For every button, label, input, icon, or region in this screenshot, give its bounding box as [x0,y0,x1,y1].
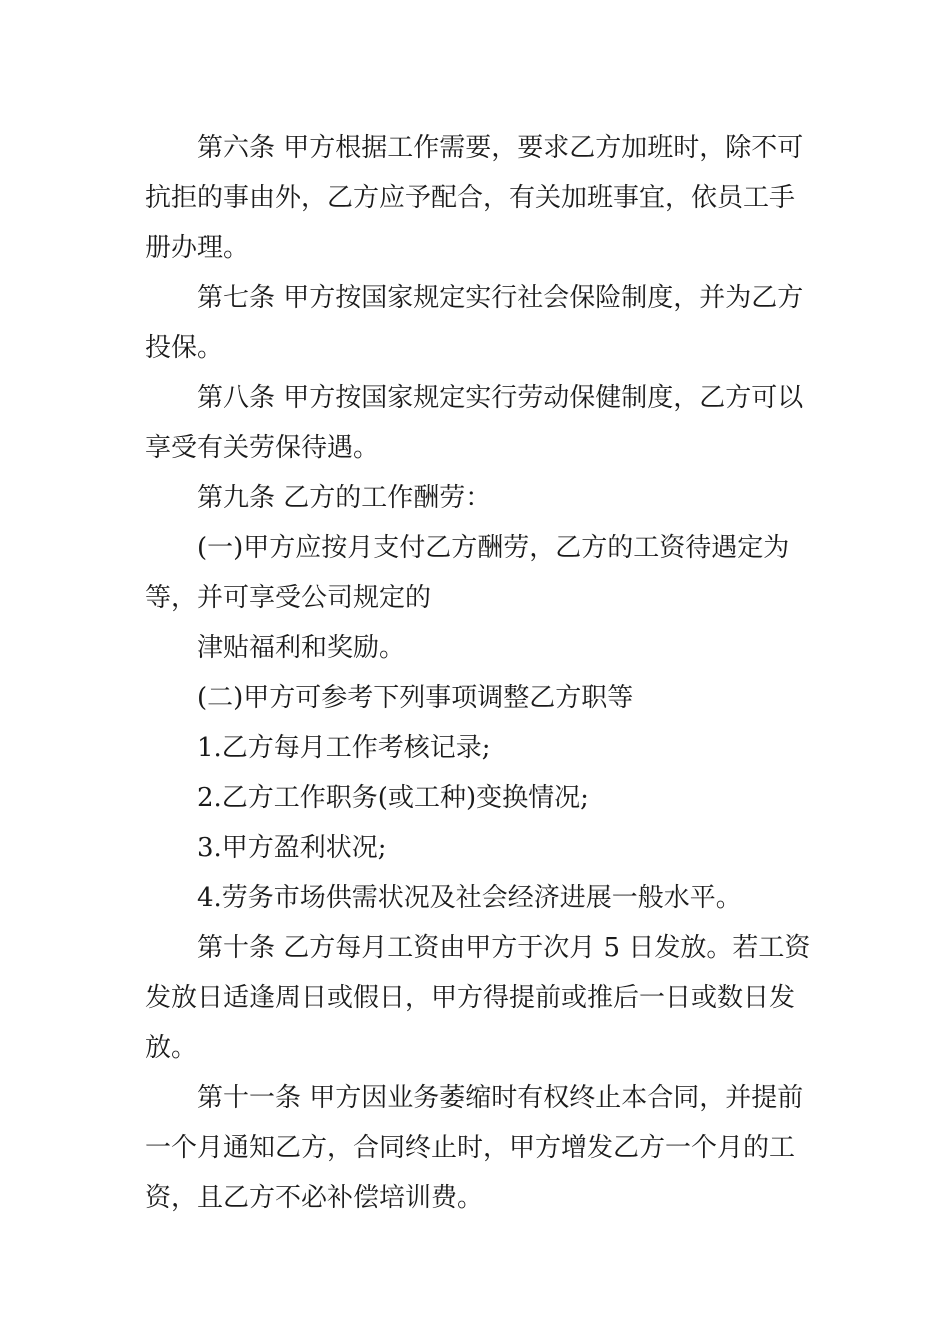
paragraph-art7 [145,273,810,373]
text-line: (一)甲方应按月支付乙方酬劳，乙方的工资待遇定为 [197,533,790,563]
text-line: 发放日适逢周日或假日，甲方得提前或推后一日或数日发 [145,983,796,1013]
paragraph-item1 [145,723,810,773]
text-line: 资，且乙方不必补偿培训费。 [145,1183,484,1213]
text-line: 投保。 [145,333,224,363]
text-line: 一个月通知乙方，合同终止时，甲方增发乙方一个月的工 [145,1133,796,1163]
text-line: 等，并可享受公司规定的 [145,583,432,613]
paragraph-art11 [145,1073,810,1223]
paragraph-item4 [145,873,810,923]
paragraph-art8 [145,373,810,473]
text-line: 第六条 甲方根据工作需要，要求乙方加班时，除不可 [197,133,804,163]
paragraph-item3 [145,823,810,873]
text-line: 抗拒的事由外，乙方应予配合，有关加班事宜，依员工手 [145,183,796,213]
text-line: 享受有关劳保待遇。 [145,433,380,463]
text-line: 放。 [145,1033,198,1063]
paragraph-art6 [145,123,810,273]
text-line: 第十一条 甲方因业务萎缩时有权终止本合同，并提前 [197,1083,804,1113]
text-line: 1.乙方每月工作考核记录; [197,733,491,763]
text-line: (二)甲方可参考下列事项调整乙方职等 [197,683,634,713]
text-line: 册办理。 [145,233,250,263]
text-line: 津贴福利和奖励。 [197,633,406,663]
paragraph-art9-1b [145,623,810,673]
paragraph-art9 [145,473,810,523]
paragraph-item2 [145,773,810,823]
paragraph-art9-2 [145,673,810,723]
text-line: 第九条 乙方的工作酬劳： [197,483,492,513]
text-line: 3.甲方盈利状况; [197,833,387,863]
text-line: 2.乙方工作职务(或工种)变换情况; [197,783,589,813]
paragraph-art9-1 [145,523,810,623]
text-line: 第七条 甲方按国家规定实行社会保险制度，并为乙方 [197,283,804,313]
text-line: 第十条 乙方每月工资由甲方于次月 5 日发放。若工资 [197,933,811,963]
text-line: 4.劳务市场供需状况及社会经济进展一般水平。 [197,883,742,913]
text-line: 第八条 甲方按国家规定实行劳动保健制度，乙方可以 [197,383,804,413]
document-page [145,123,810,1223]
paragraph-art10 [145,923,810,1073]
